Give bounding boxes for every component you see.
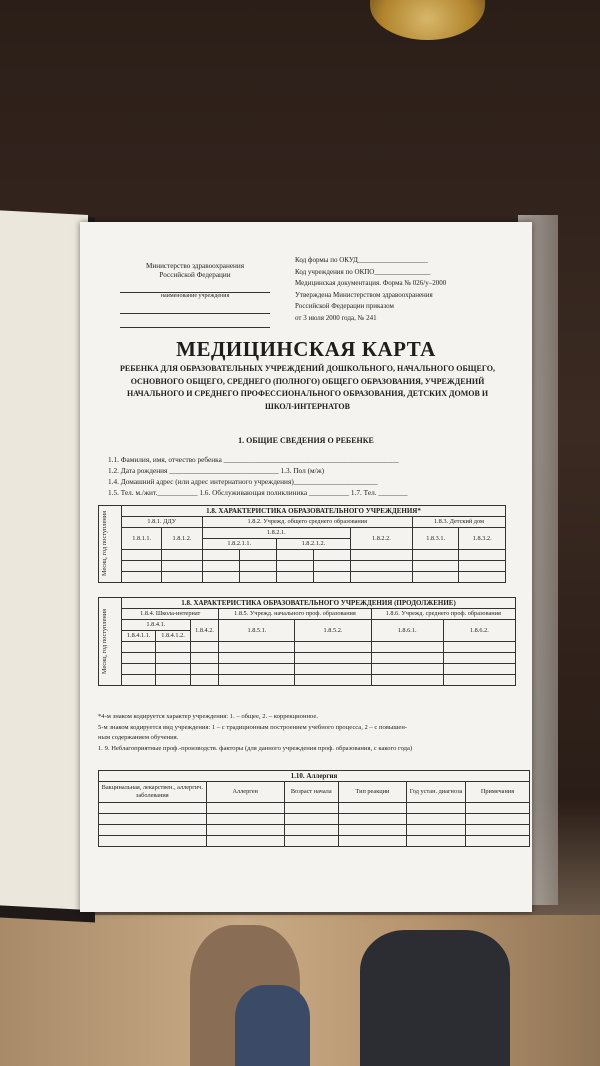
doc-form: Медицинская документация. Форма № 026/у–2000 (295, 279, 447, 287)
col-group-orphanage: 1.8.3. Детский дом (412, 517, 505, 528)
header-right (295, 256, 505, 325)
table-title: 1.8. ХАРАКТЕРИСТИКА ОБРАЗОВАТЕЛЬНОГО УЧРЕЖДЕНИЯ (ПРОДОЛЖЕНИЕ) (122, 598, 516, 609)
col-group-ddu: 1.8.1. ДДУ (122, 517, 203, 528)
general-fields (108, 456, 508, 500)
col-1812: 1.8.1.2. (162, 528, 202, 550)
institution-table-continued (98, 597, 516, 686)
note-3: ным содержанием обучения. (98, 734, 179, 741)
side-label: Месяц, год поступления (99, 506, 122, 583)
col-1832: 1.8.3.2. (459, 528, 506, 550)
col-18212: 1.8.2.1.2. (276, 539, 350, 550)
field-name: 1.1. Фамилия, имя, отчество ребенка ________________________________________________ (108, 455, 399, 464)
col-allergen: Аллерген (206, 782, 284, 803)
col-1852: 1.8.5.2. (295, 620, 371, 642)
col-group-boarding: 1.8.4. Школа-интернат (122, 609, 219, 620)
table-row (99, 836, 530, 847)
notes (98, 712, 518, 754)
col-reaction-type: Тип реакции (338, 782, 406, 803)
col-group-general: 1.8.2. Учрежд. общего среднего образования (202, 517, 412, 528)
col-notes: Примечания (465, 782, 529, 803)
left-page (0, 210, 88, 910)
col-1842: 1.8.4.2. (190, 620, 219, 642)
note-1: *4-м знаком кодируется характер учреждения: 1. – общее, 2. – коррекционное. (98, 713, 318, 720)
glass (370, 0, 485, 40)
okud-code: Код формы по ОКУД____________________ (295, 256, 428, 264)
table-row (99, 825, 530, 836)
note-2: 5-м знаком кодируется вид учреждения: 1 – с традиционным построением учебного процесса, 2 – с повышен- (98, 723, 408, 731)
field-address: 1.4. Домашний адрес (или адрес интернатного учреждения)_______________________ (108, 477, 378, 486)
table-row (99, 803, 530, 814)
allergy-table (98, 770, 530, 847)
table-row (99, 572, 506, 583)
medical-card-page (80, 222, 532, 912)
table-title: 1.10. Аллергия (99, 771, 530, 782)
col-18211: 1.8.2.1.1. (202, 539, 276, 550)
order-date: от 3 июля 2000 года, № 241 (295, 313, 377, 322)
approved-line: Утверждена Министерством здравоохранения (295, 290, 433, 299)
okpo-code: Код учреждения по ОКПО________________ (295, 267, 431, 276)
col-vaccination: Вакцинальная, лекарствен., аллергич. заболевания (99, 782, 207, 803)
col-group-primary-prof: 1.8.5. Учрежд. начального проф. образования (219, 609, 371, 620)
field-hazards: 1. 9. Неблагоприятные проф.-производств. факторы (для данного учреждения проф. образования, с какого года) (98, 744, 413, 752)
col-1831: 1.8.3.1. (412, 528, 459, 550)
field-phone: 1.5. Тел. м./жит.___________ 1.6. Обслуживающая поликлиника ___________ 1.7. Тел. ________ (108, 488, 408, 497)
blank-line-1 (120, 302, 270, 314)
side-label: Месяц, год поступления (99, 598, 122, 686)
table-row (99, 642, 516, 653)
section-general-info: 1. ОБЩИЕ СВЕДЕНИЯ О РЕБЕНКЕ (238, 436, 374, 445)
ministry-line: Министерство здравоохранения (145, 262, 245, 270)
col-1822: 1.8.2.2. (350, 528, 412, 550)
col-onset-age: Возраст начала (284, 782, 338, 803)
leg (360, 930, 510, 1066)
card-title: МЕДИЦИНСКАЯ КАРТА (176, 337, 436, 361)
institution-table (98, 505, 506, 583)
col-1811: 1.8.1.1. (122, 528, 162, 550)
col-1841: 1.8.4.1. (122, 620, 191, 631)
col-1851: 1.8.5.1. (219, 620, 295, 642)
header-left (120, 262, 270, 328)
institution-caption: наименование учреждения (160, 293, 230, 300)
col-1862: 1.8.6.2. (443, 620, 515, 642)
col-1861: 1.8.6.1. (371, 620, 443, 642)
col-diagnosis-year: Год устан. диагноза (407, 782, 466, 803)
federation-line: Российской Федерации (159, 270, 231, 279)
col-18411: 1.8.4.1.1. (122, 631, 156, 642)
field-birthdate: 1.2. Дата рождения ______________________________ 1.3. Пол (м/ж) (108, 466, 325, 475)
col-1821: 1.8.2.1. (202, 528, 350, 539)
table-title: 1.8. ХАРАКТЕРИСТИКА ОБРАЗОВАТЕЛЬНОГО УЧРЕЖДЕНИЯ* (122, 506, 506, 517)
table-row (99, 653, 516, 664)
table-row (99, 814, 530, 825)
col-18412: 1.8.4.1.2. (156, 631, 190, 642)
order-line: Российской Федерации приказом (295, 302, 394, 310)
table-row (99, 561, 506, 572)
institution-line (120, 281, 270, 293)
shoe (235, 985, 310, 1066)
blank-line-2 (120, 316, 270, 328)
card-subtitle: РЕБЕНКА ДЛЯ ОБРАЗОВАТЕЛЬНЫХ УЧРЕЖДЕНИЙ ДОШКОЛЬНОГО, НАЧАЛЬНОГО ОБЩЕГО, ОСНОВНОГО ОБЩЕГО, СРЕДНЕГО (ПОЛНОГО) ОБЩЕГО ОБРАЗОВАНИЯ, УЧРЕЖДЕНИЙ НАЧАЛЬНОГО И СРЕДНЕГО ПРОФЕССИОНАЛЬНОГО ОБРАЗОВАНИЯ, ДЕТСКИХ ДОМОВ И ШКОЛ-ИНТЕРНАТОВ (120, 364, 495, 411)
col-group-secondary-prof: 1.8.6. Учрежд. среднего проф. образования (371, 609, 515, 620)
table-row (99, 550, 506, 561)
table-row (99, 675, 516, 686)
table-row (99, 664, 516, 675)
